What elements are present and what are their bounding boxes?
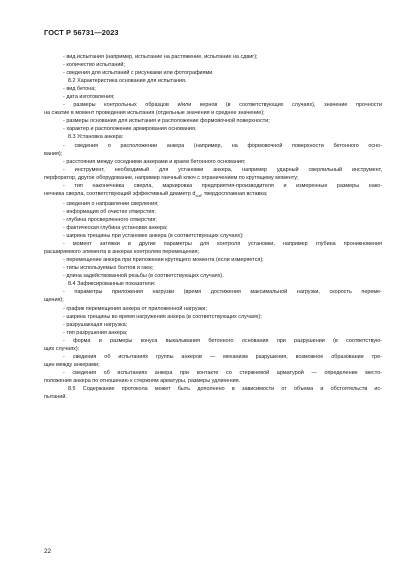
text-line: - дата изготовления; [63, 94, 115, 101]
text-line: - типы используемых болтов и гаек; [63, 265, 154, 272]
text-line: перфоратор, другое оборудование, например гаечный ключ с ограничением по крутящему моменту; [44, 174, 299, 181]
text-line: пытаний. [44, 394, 67, 401]
text-line: - сведения о расположении анкера (например, на формовочной поверхности бетонного осно- [63, 142, 382, 149]
text-line: положения анкера по отношению к стержням арматуры, размеры удлинения. [44, 377, 241, 384]
text-line: - расстояния между соседними анкерами и краем бетонного основания; [63, 158, 246, 165]
text-line: нечника сверла, соответствующий эффективный диаметр $d_{cut}$, твердосплавная вставка; [44, 190, 268, 198]
text-line: щин между анкерами; [44, 361, 100, 368]
text-line: - момент затяжки и другие параметры для контроля установки, например глубина проникновения [63, 241, 382, 248]
text-line: - сведения о направлении сверления; [63, 200, 159, 207]
text-line: - информация об очистке отверстия; [63, 208, 156, 215]
text-line: - параметры приложения нагрузки (время достижения максимальной нагрузки, скорость переме- [63, 289, 382, 296]
text-line: - фактическая глубина установки анкера; [63, 225, 168, 232]
text-line: - характер и расположение армирования основания. [63, 126, 197, 133]
text-line: - перемещение анкера при приложении крутящего момента (если измеряется); [63, 257, 264, 264]
text-line: расширяемого элемента в анкерах контролем перемещения; [44, 249, 200, 256]
text-line: на сжатие в момент проведения испытания (отдельные значения и среднее значение); [44, 110, 265, 117]
text-line: 8.5 Содержание протокола может быть дополнено в зависимости от объема и обстоятельств ис- [68, 386, 382, 392]
text-line: - вид бетона; [63, 86, 96, 93]
text-line: 8.3 Установка анкера: [68, 134, 124, 141]
text-line: 8.4 Зафиксированные показатели: [68, 281, 156, 288]
text-line: щения); [44, 297, 64, 304]
text-line: - вид испытания (например, испытание на растяжение, испытание на сдвиг); [63, 54, 258, 60]
text-line: - ширина трещины во время нагружения анкера (в соответствующих случаях); [63, 313, 262, 320]
text-line: - тип разрушения анкера; [63, 329, 128, 336]
text-line: - форма и размеры конуса выкалывания бетонного основания при разрушении (в соответствую- [63, 337, 382, 344]
protocol-content [44, 53, 382, 401]
text-line: - количество испытаний; [63, 62, 125, 69]
text-line: - разрушающая нагрузка; [63, 321, 128, 328]
text-line: - сведения об испытаниях группы анкеров — механизм разрушения, возможное образование тре- [63, 353, 382, 360]
text-line: - график перемещения анкера от приложенной нагрузки; [63, 305, 207, 312]
standard-header: ГОСТ Р 56731—2023 [44, 28, 119, 37]
text-line: - сведения об испытаниях анкера при контакте со стержневой арматурой — определение место- [63, 369, 382, 376]
text-line: - инструмент, необходимый для установки анкера, например ударный сверлильный инструмент, [63, 166, 382, 173]
text-line: - ширина трещины при установке анкера (в соответствующих случаях); [63, 233, 244, 240]
text-line: - размеры основания для испытания и расположение формовочной поверхности; [63, 118, 270, 125]
text-line: - сведения для испытаний с рисунками или фотографиями. [63, 70, 214, 77]
text-line: - размеры контрольных образцов и/или кернов (в соответствующих случаях), значение прочности [63, 102, 382, 109]
text-line: щих случаях); [44, 345, 80, 352]
page-number: 22 [44, 548, 52, 555]
text-line: - тип наконечника сверла, маркировка предприятия-производителя и измеренные размеры нако- [63, 182, 382, 189]
text-line: - длина задействованной резьбы (в соответствующих случаях). [63, 273, 224, 280]
text-line: вания); [44, 150, 63, 157]
text-line: 8.2 Характеристика основания для испытания. [68, 78, 187, 85]
text-line: - глубина просверленного отверстия; [63, 217, 157, 224]
